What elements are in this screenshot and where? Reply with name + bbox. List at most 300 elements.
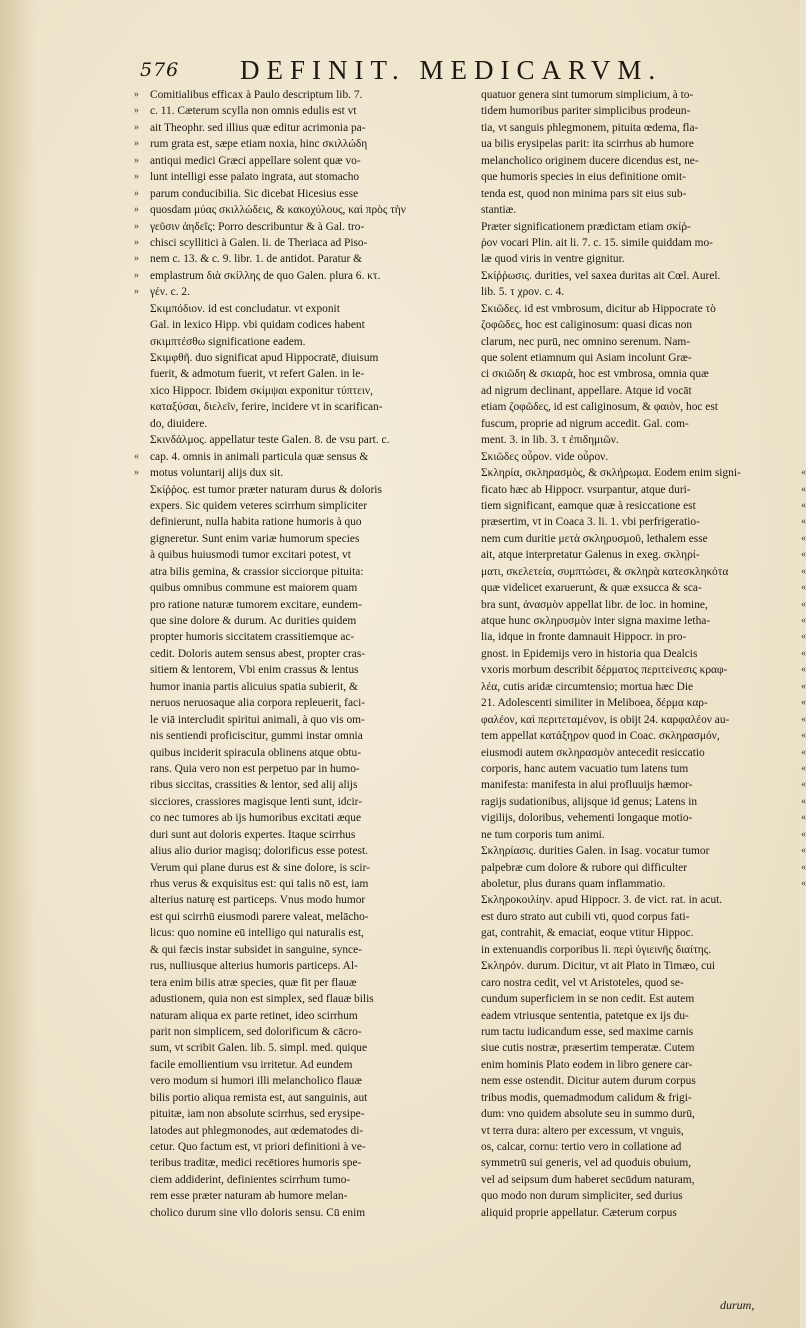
line-text: rum tactu iudicandum esse, sed maxime carnis [481, 1025, 694, 1038]
line-text: co nec tumores ab ijs humoribus excitati æque [150, 812, 361, 825]
line-text: Σκίῤῥωσις. durities, vel saxea duritas ait Cœl. Aurel. [481, 269, 721, 282]
text-line [150, 827, 468, 843]
line-text: & qui fæcis instar subsidet in sanguine, synce- [150, 943, 362, 956]
line-text: definierunt, nulla habita ratione humoris à quo [150, 516, 362, 529]
line-text: ait Theophr. sed illius quæ editur acrimonia pa- [150, 121, 366, 134]
line-text: humor inania partis alicuius spatia subierit, & [150, 680, 358, 693]
text-line [150, 646, 468, 662]
text-line [150, 301, 468, 317]
quotation-mark: « [801, 647, 806, 659]
text-line [150, 695, 468, 711]
text-line [134, 186, 468, 202]
text-line [481, 219, 793, 235]
text-line [150, 794, 468, 810]
line-text: palpebræ cum dolore & rubore qui difficulter [481, 861, 688, 874]
quotation-mark: « [801, 483, 806, 495]
line-text: ragijs sudationibus, alijsque id genus; Latens in [481, 795, 698, 808]
text-line [150, 383, 468, 399]
text-line [481, 449, 793, 465]
line-text: licus: quo nomine eū intelligo qui naturalis est, [150, 927, 364, 940]
text-line [481, 629, 806, 645]
text-line [481, 103, 793, 119]
line-text: Σκίῤῥος. est tumor præter naturam durus & doloris [150, 483, 382, 496]
text-line [481, 120, 793, 136]
text-line [481, 827, 806, 843]
line-text: rum grata est, sæpe etiam noxia, hinc σκιλλώδη [150, 138, 368, 151]
text-line [481, 235, 793, 251]
line-text: ciem addiderint, definientes scirrhum tumo- [150, 1173, 351, 1186]
line-text: ne tum corporis tum animi. [481, 828, 605, 841]
text-line [150, 745, 468, 761]
quotation-mark: « [801, 795, 806, 807]
quotation-mark: » [134, 121, 139, 133]
line-text: sitiem & lentorem, Vbi enim crassus & lentus [150, 664, 359, 677]
text-line [481, 1090, 793, 1106]
text-line [481, 892, 793, 908]
text-line [150, 728, 468, 744]
text-line [150, 334, 468, 350]
line-text: vt terra dura: altero per excessum, vt vnguis, [481, 1124, 684, 1137]
line-text: aboletur, plus durans quam inflammatio. [481, 878, 666, 890]
text-line [481, 268, 793, 284]
line-text: σκιμπτέσθω significatione eadem. [150, 335, 306, 348]
line-text: cedit. Doloris autem sensus abest, propter cras- [150, 647, 366, 660]
text-line [150, 942, 468, 958]
line-text: vero modum si humori illi melancholico flauæ [150, 1075, 362, 1088]
text-line [150, 1073, 468, 1089]
quotation-mark: « [801, 680, 806, 692]
text-line [150, 1123, 468, 1139]
text-line [481, 136, 793, 152]
line-text: à quibus huiusmodi tumor excitari potest, vt [150, 549, 351, 562]
line-text: lia, idque in fronte damnauit Hippocr. in pro- [481, 631, 687, 644]
text-line [150, 432, 468, 448]
text-line [481, 564, 806, 580]
text-line [150, 317, 468, 333]
line-text: Σκληρία, σκληρασμὸς, & σκλήρωμα. Eodem enim signi- [481, 467, 741, 480]
text-line [134, 268, 468, 284]
line-text: cetur. Quo factum est, vt priori definitioni à ve- [150, 1141, 366, 1153]
text-line [150, 1155, 468, 1171]
left-column [134, 87, 468, 1221]
quotation-mark: « [801, 467, 806, 479]
text-line [150, 1205, 468, 1221]
text-line [481, 1188, 793, 1204]
quotation-mark: » [134, 105, 139, 117]
text-line [150, 1188, 468, 1204]
text-line [134, 153, 468, 169]
text-line [481, 810, 806, 826]
line-text: le viā intercludit spiritui animali, à quo vis om- [150, 713, 365, 726]
text-line [150, 1139, 468, 1155]
text-line [481, 761, 806, 777]
text-line [481, 679, 806, 695]
line-text: vigilijs, doloribus, vehementi longaque motio- [481, 812, 693, 825]
text-line [481, 399, 793, 415]
text-line [150, 514, 468, 530]
text-line [481, 1172, 793, 1188]
quotation-mark: » [134, 89, 139, 100]
line-text: Σκιμπόδιον. id est concludatur. vt exponit [150, 302, 340, 315]
text-line [150, 531, 468, 547]
text-line [481, 87, 793, 103]
text-line [150, 712, 468, 728]
text-line [150, 1040, 468, 1056]
text-line [150, 843, 468, 859]
quotation-mark: « [801, 565, 806, 577]
line-text: pro ratione naturæ tumorem excitare, eundem- [150, 598, 362, 611]
line-text: pituitæ, iam non absolute scirrhus, sed erysipe- [150, 1108, 365, 1121]
line-text: 21. Adolescenti similiter in Meliboea, δέρμα καρ- [481, 697, 708, 710]
quotation-mark: « [801, 812, 806, 824]
line-text: Præter significationem prædictam etiam σκίῤ- [481, 220, 691, 233]
line-text: sicciores, crassiores magisque lenti sunt, idcir- [150, 795, 363, 808]
line-text: Σκιῶδες οὖρον. vide οὖρον. [481, 450, 609, 463]
line-text: do, diuidere. [150, 417, 208, 430]
line-text: adustionem, quia non est simplex, sed flauæ bilis [150, 993, 374, 1006]
page-number: 576 [140, 59, 180, 81]
text-line [481, 975, 793, 991]
text-line [150, 662, 468, 678]
line-text: Σκληρόν. durum. Dicitur, vt ait Plato in Timæo, cui [481, 960, 716, 973]
page-edge-shadow [0, 0, 36, 1328]
text-line [481, 695, 806, 711]
line-text: tiem significant, eamque quæ à resiccatione est [481, 499, 696, 512]
line-text: rem esse præter naturam ab humore melan- [150, 1190, 348, 1203]
text-line [134, 202, 468, 218]
text-line [150, 399, 468, 415]
line-text: ad nigrum declinant, appellare. Atque id vocāt [481, 384, 692, 397]
text-line [481, 991, 793, 1007]
line-text: quæ videlicet exaruerunt, & quæ exsucca & sca- [481, 582, 702, 595]
text-line [150, 629, 468, 645]
line-text: tenda est, quod non minima pars sit eius sub- [481, 187, 687, 200]
line-text: xico Hippocr. Ibidem σκίμψαι exponitur τύπτειν, [150, 384, 373, 397]
line-text: cap. 4. omnis in animali particula quæ sensus & [150, 450, 369, 463]
text-line [481, 416, 793, 432]
line-text: motus voluntarij alijs dux sit. [150, 467, 284, 480]
line-text: ῥον vocari Plin. ait li. 7. c. 15. simile quiddam mo- [481, 236, 713, 249]
line-text: est duro strato aut cubili vti, quod corpus fati- [481, 910, 690, 923]
line-text: tem appellat κατάξηρον quod in Coac. σκληρασμόν, [481, 730, 720, 743]
text-line [134, 120, 468, 136]
text-line [481, 169, 793, 185]
line-text: ribus siccitas, crassities & lentor, sed alij alijs [150, 779, 358, 792]
line-text: est qui scirrhū eiusmodi parere valeat, melācho- [150, 910, 369, 923]
quotation-mark: » [134, 269, 139, 281]
text-line [481, 334, 793, 350]
line-text: fuerit, & admotum fuerit, vt refert Galen. in le- [150, 368, 365, 381]
line-text: læ quod viris in ventre gignitur. [481, 253, 625, 266]
text-line [150, 909, 468, 925]
line-text: eadem vtriusque sententia, patetque ex ijs du- [481, 1009, 689, 1022]
text-line [481, 843, 806, 859]
line-text: Σκιῶδες. id est vmbrosum, dicitur ab Hippocrate τὸ [481, 302, 716, 315]
text-line [150, 679, 468, 695]
text-line [481, 597, 806, 613]
line-text: parum conducibilia. Sic dicebat Hicesius esse [150, 187, 359, 200]
quotation-mark: « [801, 664, 806, 676]
line-text: quibus inciderit spiracula oblinens atque obtu- [150, 746, 361, 759]
quotation-mark: » [134, 138, 139, 150]
text-line [134, 87, 468, 103]
text-line [481, 958, 793, 974]
text-line [481, 383, 793, 399]
text-line [134, 136, 468, 152]
line-text: fuscum, proprie ad nigrum accedit. Gal. com- [481, 417, 689, 430]
text-line [481, 860, 806, 876]
line-text: parit non simplicem, sed dolorificum & cācro- [150, 1025, 362, 1038]
line-text: ait, atque interpretatur Galenus in exeg. σκληρί- [481, 549, 700, 562]
text-line [150, 613, 468, 629]
text-line [481, 1139, 793, 1155]
text-line [481, 153, 793, 169]
quotation-mark: « [801, 878, 806, 889]
text-line [481, 432, 793, 448]
quotation-mark: « [801, 631, 806, 643]
line-text: que solent etiamnum qui Asiam incolunt Græ- [481, 352, 692, 364]
text-line [150, 958, 468, 974]
text-line [150, 1172, 468, 1188]
quotation-mark: « [801, 516, 806, 528]
text-line [150, 498, 468, 514]
quotation-mark: « [801, 582, 806, 594]
line-text: alius alio durior magisq; dolorificus esse potest. [150, 845, 368, 858]
line-text: cholico durum sine vllo doloris sensu. Cū enim [150, 1206, 366, 1219]
text-line [481, 1106, 793, 1122]
text-line [150, 547, 468, 563]
line-text: καταξύσαι, διελεῖν, ferire, incidere vt in scarifican- [150, 401, 383, 414]
line-text: facile emollientium vsu irritetur. Ad eundem [150, 1058, 353, 1071]
text-line [150, 860, 468, 876]
quotation-mark: « [801, 549, 806, 561]
catchword: durum, [720, 1298, 755, 1312]
line-text: dum: vno quidem absolute seu in summo durū, [481, 1108, 695, 1121]
line-text: quatuor genera sint tumorum simplicium, à to- [481, 89, 694, 101]
quotation-mark: » [134, 467, 139, 479]
text-line [150, 810, 468, 826]
line-text: clarum, nec purū, nec omnino serenum. Nam- [481, 335, 691, 348]
text-line [150, 892, 468, 908]
text-line [481, 514, 806, 530]
quotation-mark: » [134, 253, 139, 265]
line-text: sum, vt scribit Galen. lib. 5. simpl. med. quique [150, 1042, 368, 1055]
text-line [481, 876, 806, 892]
quotation-mark: « [134, 450, 139, 462]
line-text: nis sentiendi proficiscitur, gummi instar omnia [150, 730, 363, 743]
line-text: ficato hæc ab Hippocr. vsurpantur, atque duri- [481, 483, 691, 496]
text-line [150, 1057, 468, 1073]
line-text: rhus verus & exquisitus est: qui talis nō est, iam [150, 878, 369, 890]
line-text: bilis portio aliqua remista est, aut sanguinis, aut [150, 1091, 368, 1104]
text-line [481, 580, 806, 596]
text-line [481, 317, 793, 333]
text-line [481, 909, 793, 925]
line-text: ματι, σκελετεία, συμπτώσει, & σκληρὰ κατεσκληκότα [481, 565, 729, 578]
line-text: lib. 5. τ χρον. c. 4. [481, 286, 565, 299]
text-line [150, 416, 468, 432]
line-text: latodes aut phlegmonodes, aut œdematodes di- [150, 1124, 364, 1137]
line-text: Verum qui plane durus est & sine dolore, is scir- [150, 861, 370, 874]
text-line [134, 235, 468, 251]
line-text: tera enim bilis atræ species, quæ fit per flauæ [150, 976, 357, 989]
text-line [150, 597, 468, 613]
line-text: atque hunc σκληρυσμὸν inter signa maxime letha- [481, 615, 711, 627]
text-line [150, 777, 468, 793]
quotation-mark: « [801, 697, 806, 709]
line-text: teribus traditæ, medici recētiores humoris spe- [150, 1157, 362, 1170]
quotation-mark: » [134, 171, 139, 183]
line-text: bra sunt, ἀνασμὸν appellat libr. de loc. in homine, [481, 598, 708, 611]
text-line [481, 925, 793, 941]
line-text: tidem humoribus pariter simplicibus prodeun- [481, 105, 691, 118]
text-line [481, 251, 793, 267]
line-text: que sine dolore & durum. Ac durities quidem [150, 615, 357, 627]
text-line [134, 465, 468, 481]
line-text: lunt intelligi esse palato ingrata, aut stomacho [150, 171, 360, 184]
line-text: ment. 3. in lib. 3. τ ἐπιδημιῶν. [481, 434, 619, 447]
quotation-mark: » [134, 154, 139, 166]
line-text: γέν. c. 2. [150, 286, 190, 299]
text-line [481, 662, 806, 678]
line-text: etiam ζοφῶδες, id est caliginosum, & φαιὸν, hoc est [481, 401, 718, 414]
line-text: eiusmodi autem σκληρασμὸν antecedit resiccatio [481, 746, 705, 759]
line-text: duri sunt aut doloris expertes. Itaque scirrhus [150, 828, 356, 841]
text-line [150, 580, 468, 596]
line-text: enim hominis Plato eodem in libro genere car- [481, 1058, 693, 1071]
text-line [150, 366, 468, 382]
text-line [481, 366, 793, 382]
line-text: corporis, hanc autem vacuatio tum latens tum [481, 762, 689, 775]
text-line [481, 284, 793, 300]
text-line [134, 284, 468, 300]
text-line [481, 1008, 793, 1024]
line-text: ζοφῶδες, hoc est caliginosum: quasi dicas non [481, 319, 693, 332]
line-text: naturam aliqua ex parte retinet, ideo scirrhum [150, 1009, 358, 1022]
text-line [481, 301, 793, 317]
quotation-mark: « [801, 746, 806, 758]
line-text: Gal. in lexico Hipp. vbi quidam codices habent [150, 319, 365, 332]
quotation-mark: » [134, 187, 139, 199]
text-line [134, 219, 468, 235]
text-line [150, 925, 468, 941]
text-line [134, 251, 468, 267]
quotation-mark: « [801, 730, 806, 742]
text-line [150, 1106, 468, 1122]
quotation-mark: « [801, 713, 806, 725]
text-line [481, 1123, 793, 1139]
quotation-mark: « [801, 845, 806, 857]
line-text: siue cutis nostræ, præsertim temperatæ. Cutem [481, 1042, 695, 1055]
line-text: quibus omnibus commune est maiorem quam [150, 582, 358, 595]
quotation-mark: « [801, 779, 806, 791]
line-text: tia, vt sanguis phlegmonem, pituita œdema, fla- [481, 121, 699, 134]
line-text: cundum superficiem in se non cedit. Est autem [481, 993, 695, 1006]
line-text: atra bilis gemina, & crassior sicciorque pituita: [150, 565, 364, 578]
line-text: antiqui medici Græci appellare solent quæ vo- [150, 154, 361, 167]
text-line [481, 942, 793, 958]
text-line [481, 1040, 793, 1056]
quotation-mark: » [134, 204, 139, 216]
line-text: φαλέον, καὶ περιτεταμένον, is obijt 24. καρφαλέον au- [481, 713, 730, 726]
line-text: quo modo non durum simpliciter, sed durius [481, 1190, 683, 1203]
quotation-mark: « [801, 499, 806, 511]
line-text: Σκιμφθῆ. duo significat apud Hippocratē, diuisum [150, 352, 379, 364]
text-line [150, 761, 468, 777]
line-text: præsertim, vt in Coaca 3. li. 1. vbi perfrigeratio- [481, 516, 700, 529]
line-text: in extenuandis corporibus li. περὶ ὑγιεινῆς διαίτης. [481, 943, 712, 956]
line-text: tribus modis, quemadmodum calidum & frigi- [481, 1091, 692, 1104]
line-text: nem c. 13. & c. 9. libr. 1. de antidot. Paratur & [150, 253, 362, 266]
line-text: quosdam μύας σκιλλώδεις, & κακοχύλους, καὶ πρὸς τὴν [150, 204, 406, 217]
line-text: aliquid proprie appellatur. Cæterum corpus [481, 1206, 677, 1219]
text-line [481, 712, 806, 728]
quotation-mark: « [801, 861, 806, 873]
text-line [481, 1057, 793, 1073]
text-line [150, 1024, 468, 1040]
text-line [150, 482, 468, 498]
line-text: c. 11. Cæterum scylla non omnis edulis est vt [150, 105, 357, 118]
text-line [150, 1090, 468, 1106]
text-line [481, 728, 806, 744]
text-line [481, 613, 806, 629]
text-line [150, 564, 468, 580]
right-column [481, 87, 806, 1221]
quotation-mark: « [801, 615, 806, 626]
line-text: melancholico originem ducere dicendus est, ne- [481, 154, 699, 167]
text-line [134, 449, 468, 465]
quotation-mark: » [134, 220, 139, 232]
text-line [481, 186, 793, 202]
line-text: propter humoris siccitatem crassitiemque ac- [150, 631, 355, 644]
line-text: emplastrum διὰ σκίλλης de quo Galen. plura 6. κτ. [150, 269, 381, 282]
text-line [150, 1008, 468, 1024]
text-line [150, 876, 468, 892]
line-text: Σκληρίασις. durities Galen. in Isag. vocatur tumor [481, 845, 710, 858]
text-line [481, 202, 793, 218]
text-line [481, 1073, 793, 1089]
text-line [150, 991, 468, 1007]
text-line [150, 975, 468, 991]
text-line [481, 498, 806, 514]
line-text: nem esse ostendit. Dicitur autem durum corpus [481, 1075, 696, 1088]
line-text: rans. Quia vero non est perpetuo par in humo- [150, 762, 360, 775]
quotation-mark: » [134, 286, 139, 298]
text-line [481, 1205, 793, 1221]
line-text: rus, nulliusque alterius humoris particeps. Al- [150, 960, 358, 973]
text-line [481, 465, 806, 481]
line-text: stantiæ. [481, 204, 517, 217]
text-line [134, 169, 468, 185]
text-line [481, 794, 806, 810]
quotation-mark: « [801, 598, 806, 610]
line-text: Σκινδάλμος. appellatur teste Galen. 8. de vsu part. c. [150, 434, 390, 447]
line-text: γεῦσιν ἀηδεῖς: Porro describuntur & à Gal. tro- [150, 220, 365, 233]
line-text: chisci scyllitici à Galen. li. de Theriaca ad Piso- [150, 236, 368, 249]
text-line [150, 350, 468, 366]
line-text: gigneretur. Sunt enim variæ humorum species [150, 532, 360, 545]
text-line [481, 547, 806, 563]
line-text: ci σκιῶδη & σκιαρὰ, hoc est vmbrosa, omnia quæ [481, 368, 709, 381]
line-text: expers. Sic quidem veteres scirrhum simpliciter [150, 499, 367, 512]
running-head: DEFINIT. MEDICARVM. [240, 55, 663, 85]
quotation-mark: « [801, 762, 806, 774]
text-line [134, 103, 468, 119]
page-header [140, 55, 780, 85]
line-text: λέα, cutis aridæ circumtensio; mortua hæc Die [481, 680, 694, 693]
quotation-mark: « [801, 828, 806, 840]
line-text: neruos neruosaque alia corpora repleuerit, faci- [150, 697, 366, 710]
